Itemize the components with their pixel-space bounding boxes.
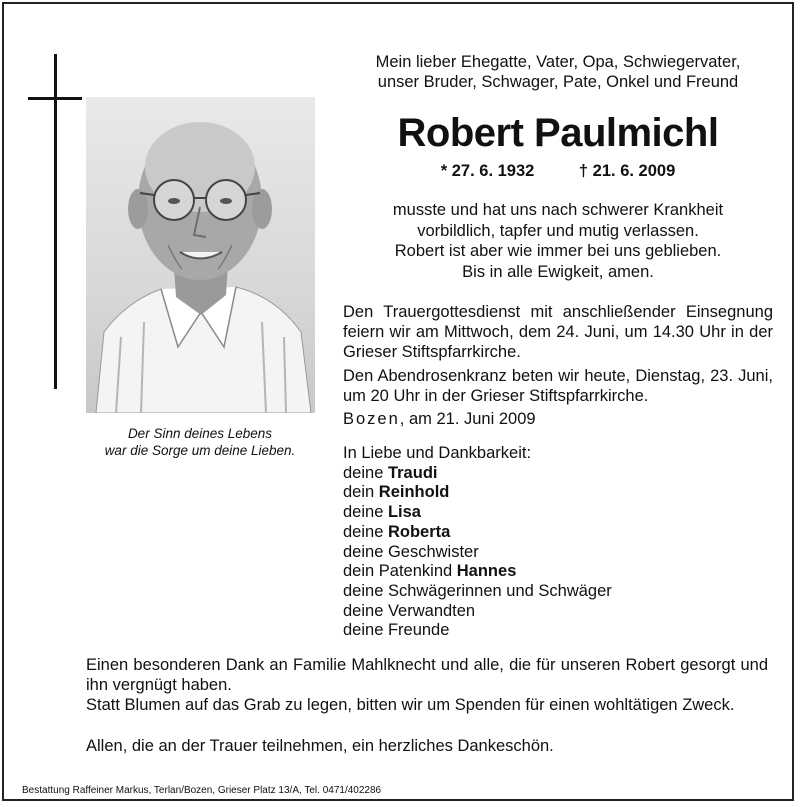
mourner-item: deine Geschwister <box>343 542 479 561</box>
mourner-item: deine Freunde <box>343 621 450 640</box>
caption-line: Der Sinn deines Lebens <box>127 426 273 441</box>
donation-paragraph: Statt Blumen auf das Grab zu legen, bitten wir um Spenden für einen wohltätigen Zweck. <box>86 696 735 714</box>
mourner-item: dein Reinhold <box>343 483 450 502</box>
place-date-text: , am 21. Juni 2009 <box>399 410 536 428</box>
rosary-text: Den Abendrosenkranz beten wir heute, Dienstag, 23. Juni, um 20 Uhr in der Grieser Stiftspfarrkirche. <box>343 367 773 405</box>
message-line: vorbildlich, tapfer und mutig verlassen. <box>417 221 699 240</box>
deceased-name: Robert Paulmichl <box>397 111 719 155</box>
death-date: † 21. 6. 2009 <box>578 162 676 180</box>
message-line: musste und hat uns nach schwerer Krankheit <box>392 201 724 219</box>
mourner-item: dein Patenkind Hannes <box>343 562 517 581</box>
mourner-item: deine Verwandten <box>343 601 476 620</box>
mourner-item: deine Schwägerinnen und Schwäger <box>343 581 612 600</box>
farewell-message <box>343 200 773 282</box>
intro-line: unser Bruder, Schwager, Pate, Onkel und Freund <box>377 73 739 91</box>
birth-date: * 27. 6. 1932 <box>440 162 535 180</box>
funeral-home-footer: Bestattung Raffeiner Markus, Terlan/Bozen, Grieser Platz 13/A, Tel. 0471/402286 <box>22 785 382 796</box>
mourners-list <box>343 444 773 641</box>
portrait-photo <box>86 97 315 413</box>
mourner-item: deine Traudi <box>343 463 438 482</box>
intro-line: Mein lieber Ehegatte, Vater, Opa, Schwiegervater, <box>375 53 741 71</box>
life-dates <box>343 162 773 181</box>
thanks-paragraph: Einen besonderen Dank an Familie Mahlknecht und alle, die für unseren Robert gesorgt und ihn vergnügt haben. <box>86 656 768 694</box>
caption-line: war die Sorge um deine Lieben. <box>104 443 296 458</box>
photo-caption <box>80 425 320 459</box>
cross-icon-vertical <box>54 54 57 389</box>
message-line: Robert ist aber wie immer bei uns geblieben. <box>394 242 722 260</box>
closing-paragraph: Allen, die an der Trauer teilnehmen, ein herzliches Dankeschön. <box>86 737 554 755</box>
place-city: Bozen <box>343 410 400 428</box>
funeral-service-text: Den Trauergottesdienst mit anschließender Einsegnung feiern wir am Mittwoch, dem 24. Juni, um 14.30 Uhr in der Grieser Stiftspfarrkirche. <box>343 303 773 361</box>
place-date <box>343 409 773 429</box>
mourner-item: deine Roberta <box>343 522 451 541</box>
mourner-item: deine Lisa <box>343 503 421 522</box>
intro-text <box>343 52 773 92</box>
cross-icon-horizontal <box>28 97 82 100</box>
mourners-heading: In Liebe und Dankbarkeit: <box>343 444 532 462</box>
message-line: Bis in alle Ewigkeit, amen. <box>462 262 654 281</box>
